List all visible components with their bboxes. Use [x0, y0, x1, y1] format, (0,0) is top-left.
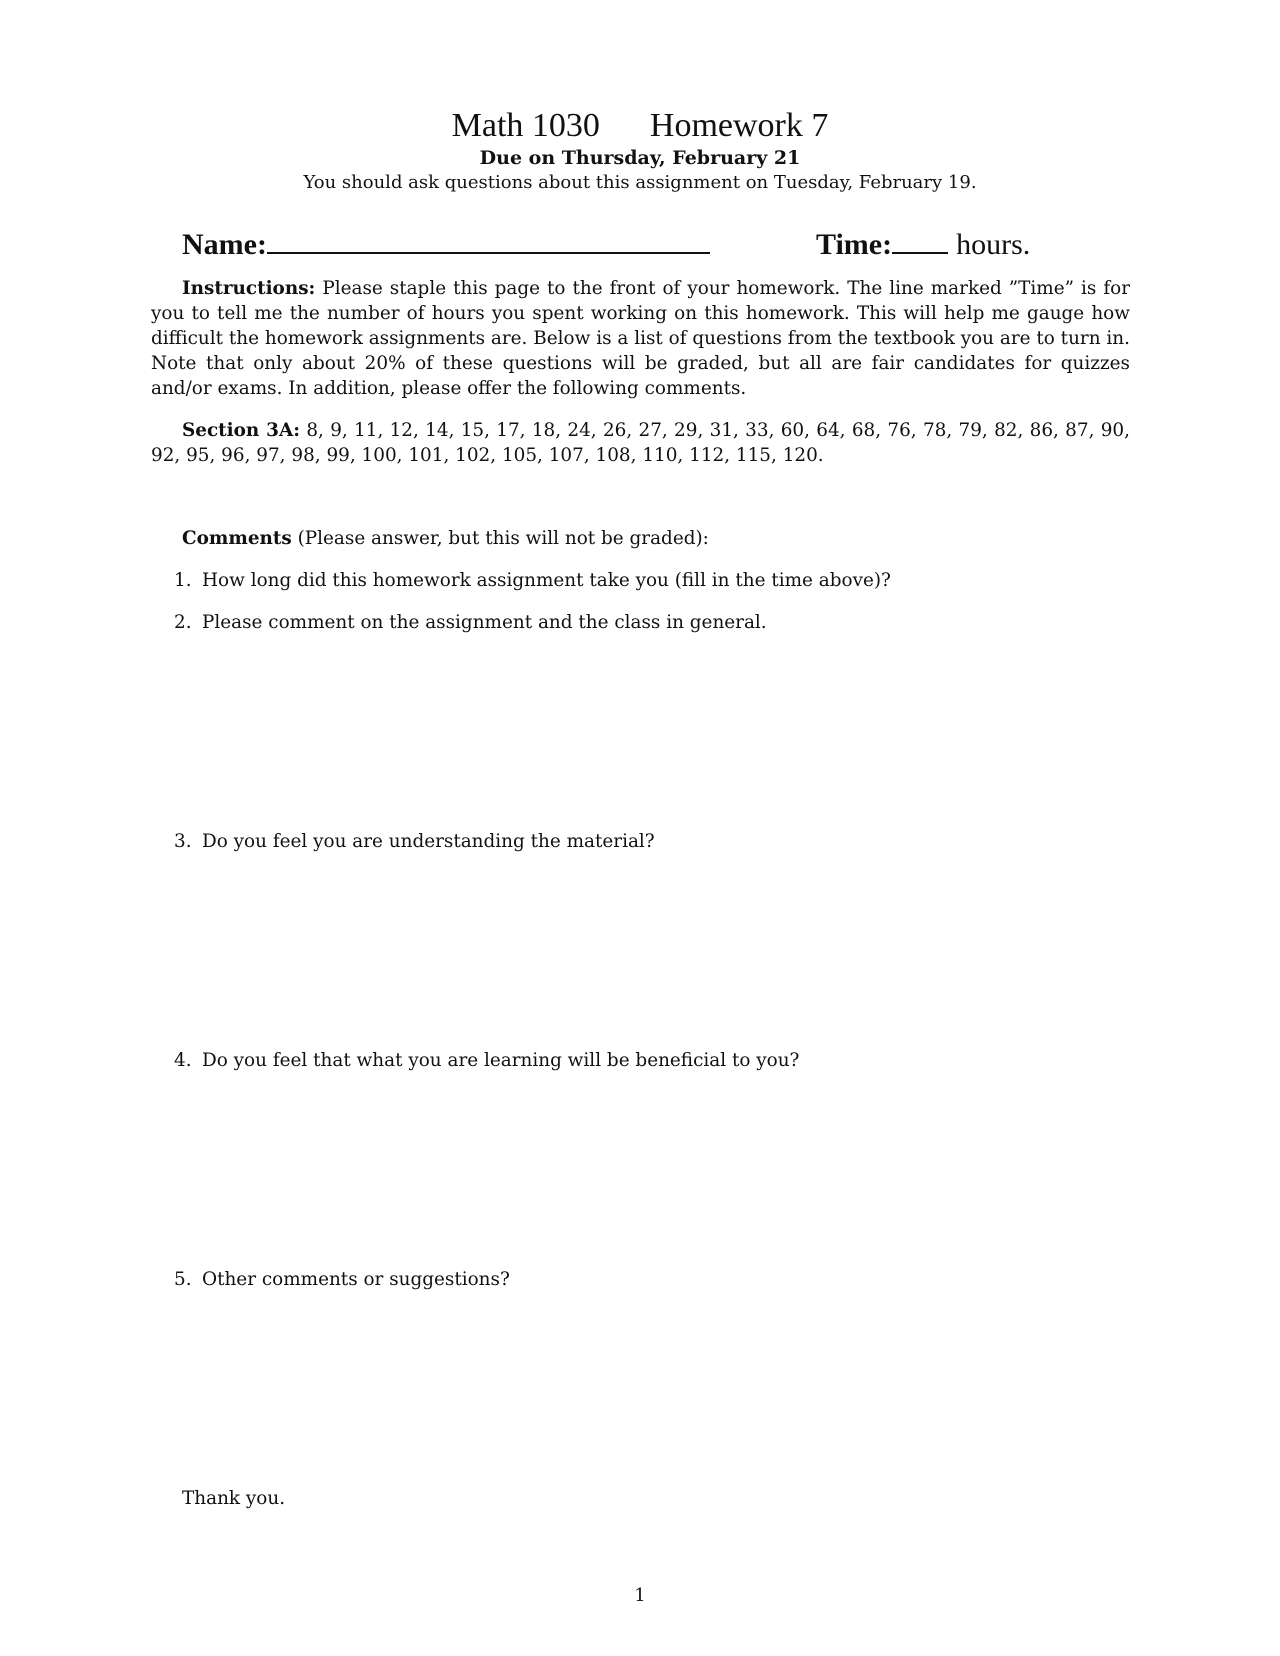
instructions-paragraph	[151, 276, 1130, 401]
question-number: 3.	[174, 831, 192, 852]
question-text: Do you feel you are understanding the material?	[202, 831, 655, 852]
questions-note: You should ask questions about this assignment on Tuesday, February 19.	[303, 172, 977, 193]
page-number: 1	[634, 1585, 646, 1606]
name-time-row	[182, 224, 1052, 264]
section-problem-list: 8, 9, 11, 12, 14, 15, 17, 18, 24, 26, 27, 29, 31, 33, 60, 64, 68, 76, 78, 79, 82, 86, 87, 90, 92, 95, 96, 97, 98, 99, 100, 101, 102, 105, 107, 108, 110, 112, 115, 120.	[151, 420, 1130, 466]
question-number: 1.	[174, 570, 192, 591]
instructions-label: Instructions:	[182, 278, 316, 299]
closing-text: Thank you.	[182, 1488, 286, 1509]
name-blank-line	[267, 224, 710, 254]
comment-question	[174, 829, 655, 854]
question-number: 5.	[174, 1269, 192, 1290]
time-label: Time:	[816, 228, 893, 261]
comment-question	[174, 610, 767, 635]
question-text: How long did this homework assignment take you (fill in the time above)?	[202, 570, 891, 591]
comments-heading	[182, 526, 709, 551]
comments-note: (Please answer, but this will not be graded):	[297, 528, 709, 549]
question-text: Do you feel that what you are learning will be beneficial to you?	[202, 1050, 800, 1071]
hours-label: hours.	[956, 228, 1031, 261]
comment-question	[174, 568, 891, 593]
comments-label: Comments	[182, 528, 292, 549]
section-label: Section 3A:	[182, 420, 301, 441]
section-problems-paragraph	[151, 418, 1130, 468]
time-blank-line	[892, 224, 948, 254]
name-label: Name:	[182, 228, 267, 261]
question-number: 4.	[174, 1050, 192, 1071]
name-field	[182, 224, 710, 262]
assignment-name: Homework 7	[649, 107, 829, 144]
comment-question	[174, 1267, 510, 1292]
question-text: Other comments or suggestions?	[202, 1269, 510, 1290]
question-text: Please comment on the assignment and the class in general.	[202, 612, 767, 633]
instructions-text: Please staple this page to the front of your homework. The line marked ”Time” is for you to tell me the number of hours you spent working on this homework. This will help me gauge how difficult the homework assignments are. Below is a list of questions from the textbook you are to turn in. Note that only about 20% of these questions will be graded, but all are fair candidates for quizzes and/or exams. In addition, please offer the following comments.	[151, 278, 1130, 399]
time-field	[816, 224, 1030, 262]
due-date: Due on Thursday, February 21	[479, 147, 801, 169]
question-number: 2.	[174, 612, 192, 633]
page-title	[0, 106, 1280, 146]
comment-question	[174, 1048, 799, 1073]
course-name: Math 1030	[451, 107, 600, 144]
